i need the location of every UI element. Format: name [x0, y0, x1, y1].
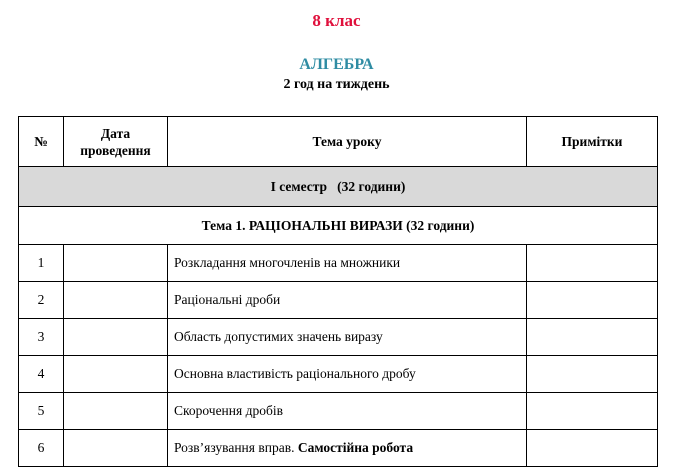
hours-per-week: 2 год на тиждень	[283, 77, 390, 92]
lesson-number: 5	[19, 393, 64, 430]
lesson-date-cell[interactable]	[64, 282, 168, 319]
table-row	[19, 282, 658, 319]
lesson-topic	[168, 282, 527, 319]
subject-title: АЛГЕБРА	[299, 56, 374, 73]
semester-label: І семестр (32 години)	[19, 167, 658, 207]
lesson-number: 3	[19, 319, 64, 356]
grade-title: 8 клас	[312, 11, 361, 30]
lesson-topic-text: Розв’язування вправ.	[174, 440, 298, 455]
column-header-date-line2: проведення	[80, 142, 151, 158]
table-row	[19, 356, 658, 393]
lesson-plan-table	[18, 116, 658, 467]
lesson-topic-text: Розкладання многочленів на множники	[174, 255, 401, 270]
topic-title: Тема 1. РАЦІОНАЛЬНІ ВИРАЗИ (32 години)	[19, 207, 658, 245]
lesson-topic-text: Область допустимих значень виразу	[174, 329, 383, 344]
lesson-notes-cell[interactable]	[527, 319, 658, 356]
lesson-date-cell[interactable]	[64, 356, 168, 393]
column-header-notes: Примітки	[527, 117, 658, 167]
lesson-number: 4	[19, 356, 64, 393]
table-row	[19, 319, 658, 356]
lesson-date-cell[interactable]	[64, 393, 168, 430]
table-header-row	[19, 117, 658, 167]
table-row	[19, 245, 658, 282]
lesson-notes-cell[interactable]	[527, 282, 658, 319]
lesson-number: 6	[19, 430, 64, 467]
lesson-topic	[168, 430, 527, 467]
semester-row	[19, 167, 658, 207]
lesson-topic-text: Основна властивість раціонального дробу	[174, 366, 416, 381]
lesson-topic-bold-text: Самостійна робота	[297, 440, 414, 455]
topic-title-row	[19, 207, 658, 245]
lesson-topic-text: Скорочення дробів	[174, 403, 283, 418]
lesson-number: 2	[19, 282, 64, 319]
lesson-topic	[168, 393, 527, 430]
column-header-number: №	[19, 117, 64, 167]
lesson-date-cell[interactable]	[64, 245, 168, 282]
lesson-date-cell[interactable]	[64, 319, 168, 356]
lesson-notes-cell[interactable]	[527, 393, 658, 430]
lesson-notes-cell[interactable]	[527, 430, 658, 467]
lesson-notes-cell[interactable]	[527, 356, 658, 393]
lesson-topic	[168, 319, 527, 356]
column-header-topic: Тема уроку	[168, 117, 527, 167]
lesson-date-cell[interactable]	[64, 430, 168, 467]
table-row	[19, 393, 658, 430]
lesson-topic	[168, 245, 527, 282]
table-row	[19, 430, 658, 467]
column-header-date-line1: Дата	[100, 125, 131, 141]
lesson-notes-cell[interactable]	[527, 245, 658, 282]
lesson-topic-text: Раціональні дроби	[174, 292, 281, 307]
lesson-number: 1	[19, 245, 64, 282]
column-header-date	[64, 117, 168, 167]
lesson-topic	[168, 356, 527, 393]
